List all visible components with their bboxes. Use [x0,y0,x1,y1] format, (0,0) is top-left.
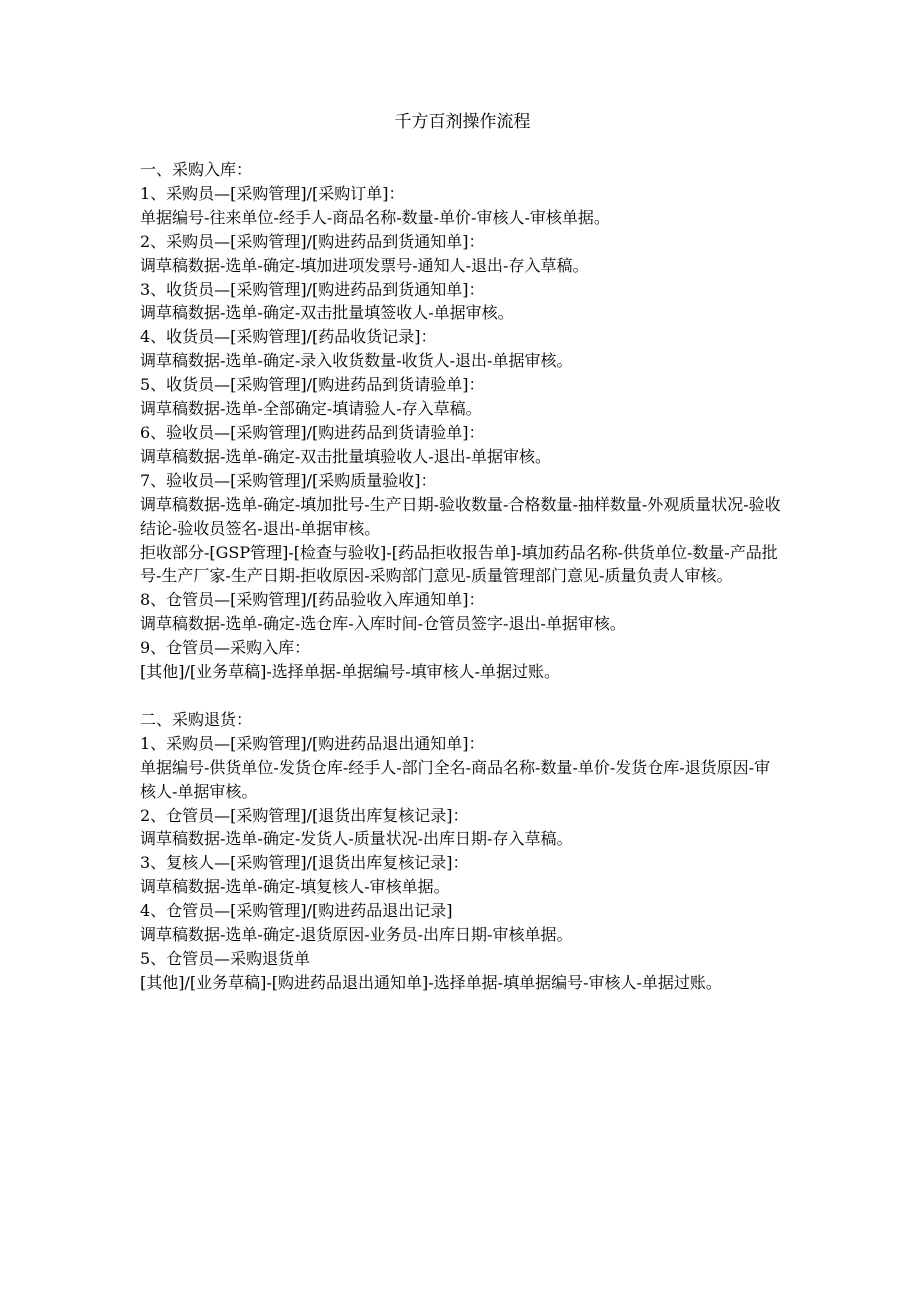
step-line: 4、收货员—[采购管理]/[药品收货记录]： [140,327,437,347]
step-line: 1、采购员—[采购管理]/[购进药品退出通知单]： [140,733,485,753]
step-line: 调草稿数据-选单-确定-选仓库-入库时间-仓管员签字-退出-单据审核。 [140,614,626,634]
step-line: 调草稿数据-选单-确定-录入收货数量-收货人-退出-单据审核。 [140,351,573,371]
step-line: 5、收货员—[采购管理]/[购进药品到货请验单]： [140,375,485,395]
step-line: 调草稿数据-选单-确定-双击批量填签收人-单据审核。 [140,303,514,323]
step-line: 单据编号-供货单位-发货仓库-经手人-部门全名-商品名称-数量-单价-发货仓库-退货原因-审核人-单据审核。 [140,757,771,801]
step-line: 8、仓管员—[采购管理]/[药品验收入库通知单]： [140,590,485,610]
step-line: 调草稿数据-选单-确定-填复核人-审核单据。 [140,877,450,897]
step-line: 调草稿数据-选单-确定-双击批量填验收人-退出-单据审核。 [140,446,552,466]
section-purchase-return [140,708,785,995]
step-line: 1、采购员—[采购管理]/[采购订单]： [140,183,405,203]
step-line: 4、仓管员—[采购管理]/[购进药品退出记录] [140,901,453,921]
step-line: 调草稿数据-选单-全部确定-填请验人-存入草稿。 [140,399,482,419]
step-line: [其他]/[业务草稿]-选择单据-单据编号-填审核人-单据过账。 [140,662,560,682]
step-line: 拒收部分-[GSP管理]-[检查与验收]-[药品拒收报告单]-填加药品名称-供货单位-数量-产品批号-生产厂家-生产日期-拒收原因-采购部门意见-质量管理部门意见-质量负责人审核。 [140,542,778,586]
step-line: 调草稿数据-选单-确定-退货原因-业务员-出库日期-审核单据。 [140,925,573,945]
step-line: 2、仓管员—[采购管理]/[退货出库复核记录]： [140,805,469,825]
step-line: 6、验收员—[采购管理]/[购进药品到货请验单]： [140,422,485,442]
step-line: 5、仓管员—采购退货单 [140,949,311,968]
section-purchase-inbound [140,158,785,684]
section-heading: 二、采购退货： [140,709,253,729]
step-line: 3、收货员—[采购管理]/[购进药品到货通知单]： [140,279,485,299]
step-line: 调草稿数据-选单-确定-填加批号-生产日期-验收数量-合格数量-抽样数量-外观质量状况-验收结论-验收员签名-退出-单据审核。 [140,494,781,538]
step-line: 调草稿数据-选单-确定-填加进项发票号-通知人-退出-存入草稿。 [140,255,589,275]
step-line: 9、仓管员—采购入库： [140,638,311,658]
section-spacer [140,684,785,708]
document-page [140,110,785,995]
step-line: 7、验收员—[采购管理]/[采购质量验收]： [140,470,437,490]
step-line: [其他]/[业务草稿]-[购进药品退出通知单]-选择单据-填单据编号-审核人-单据过账。 [140,972,722,992]
document-title: 千方百剂操作流程 [394,112,531,132]
step-line: 3、复核人—[采购管理]/[退货出库复核记录]： [140,853,469,873]
section-heading: 一、采购入库： [140,160,253,179]
step-line: 调草稿数据-选单-确定-发货人-质量状况-出库日期-存入草稿。 [140,829,573,849]
step-line: 单据编号-往来单位-经手人-商品名称-数量-单价-审核人-审核单据。 [140,207,610,227]
step-line: 2、采购员—[采购管理]/[购进药品到货通知单]： [140,231,485,251]
